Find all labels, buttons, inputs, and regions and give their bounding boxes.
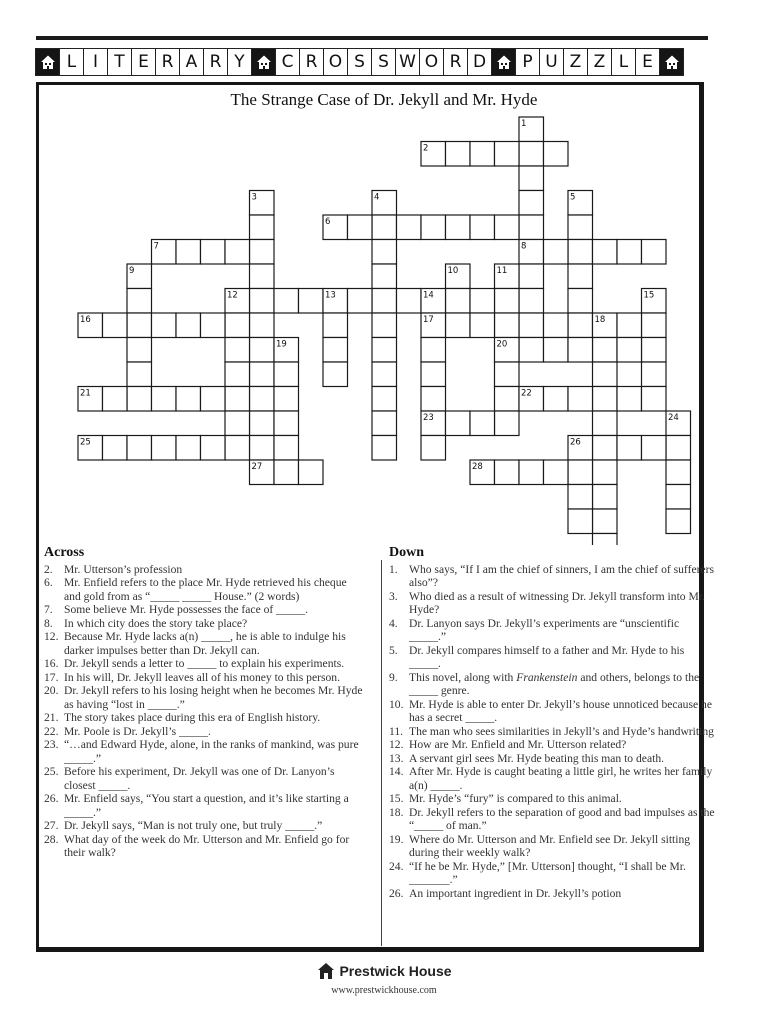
clue-across [44, 684, 366, 711]
clue-number: 19. [389, 832, 404, 846]
clue-down [389, 698, 715, 725]
grid-cell[interactable] [495, 289, 520, 314]
grid-number: 25 [80, 437, 91, 448]
grid-cell[interactable] [446, 313, 471, 338]
grid-number: 19 [276, 339, 287, 350]
grid-cell[interactable] [250, 289, 275, 314]
clue-down [389, 765, 715, 792]
clue-number: 24. [389, 859, 404, 873]
clue-down [389, 590, 715, 617]
grid-cell[interactable] [127, 313, 152, 338]
grid-cell[interactable] [372, 436, 397, 461]
grid-cell[interactable] [250, 387, 275, 412]
grid-cell[interactable] [544, 313, 569, 338]
grid-cell[interactable] [225, 313, 250, 338]
clue-text: What day of the week do Mr. Utterson and Mr. Enfield go for their walk? [64, 832, 350, 859]
grid-cell[interactable] [127, 338, 152, 363]
grid-cell[interactable] [544, 460, 569, 485]
clue-number: 14. [389, 765, 404, 778]
grid-cell[interactable] [274, 362, 299, 387]
clue-number: 7. [44, 603, 53, 616]
clue-text: Some believe Mr. Hyde possesses the face of _____. [64, 603, 309, 616]
grid-number: 8 [521, 241, 527, 252]
banner-letter: R [203, 48, 228, 76]
grid-cell[interactable] [470, 411, 495, 436]
clue-down [389, 752, 715, 766]
grid-cell[interactable] [250, 313, 275, 338]
clue-number: 13. [389, 751, 404, 765]
clue-text: In which city does the story take place? [64, 616, 248, 630]
banner-letter: E [131, 48, 156, 76]
banner-letter: O [419, 48, 444, 76]
publisher-logo[interactable] [316, 962, 451, 980]
grid-cell[interactable] [495, 313, 520, 338]
grid-cell[interactable] [568, 215, 593, 240]
grid-number: 16 [80, 315, 91, 325]
clue-down [389, 860, 715, 887]
banner-letter: R [443, 48, 468, 76]
clue-across [44, 563, 366, 577]
grid-cell[interactable] [372, 215, 397, 240]
grid-cell[interactable] [666, 485, 691, 510]
grid-cell[interactable] [152, 436, 177, 461]
banner-letter: C [275, 48, 300, 76]
clue-text: A servant girl sees Mr. Hyde beating this man to death. [409, 751, 665, 765]
clue-text: Dr. Jekyll compares himself to a father and Mr. Hyde to his _____. [409, 643, 685, 670]
grid-number: 18 [594, 315, 606, 325]
grid-cell[interactable] [544, 338, 569, 363]
banner-letter: T [107, 48, 132, 76]
grid-number: 26 [570, 437, 581, 448]
clue-down [389, 644, 715, 671]
clue-across [44, 603, 366, 617]
grid-cell[interactable] [568, 289, 593, 314]
grid-number: 27 [251, 462, 263, 472]
grid-cell[interactable] [593, 362, 618, 387]
grid-cell[interactable] [593, 387, 618, 412]
grid-cell[interactable] [593, 411, 618, 436]
clue-number: 17. [44, 670, 59, 684]
grid-cell[interactable] [274, 411, 299, 436]
grid-cell[interactable] [495, 362, 520, 387]
clue-across [44, 576, 366, 603]
clue-text: Who says, “If I am the chief of sinners, I am the chief of sufferers also”? [409, 562, 714, 589]
grid-cell[interactable] [348, 215, 373, 240]
grid-cell[interactable] [519, 142, 544, 167]
clue-across [44, 630, 366, 657]
grid-cell[interactable] [225, 436, 250, 461]
clue-number: 3. [389, 589, 398, 603]
grid-cell[interactable] [593, 509, 618, 534]
clue-down [389, 806, 715, 833]
grid-cell[interactable] [642, 387, 667, 412]
grid-cell[interactable] [495, 387, 520, 412]
grid-cell[interactable] [642, 362, 667, 387]
clue-number: 1. [389, 562, 398, 576]
grid-cell[interactable] [250, 362, 275, 387]
clue-text: Dr. Jekyll sends a letter to _____ to explain his experiments. [64, 657, 345, 670]
banner-letter: Y [227, 48, 252, 76]
clue-text: Dr. Jekyll says, “Man is not truly one, but truly _____.” [64, 819, 323, 832]
grid-cell[interactable] [421, 436, 446, 461]
clue-down [389, 792, 715, 806]
grid-cell[interactable] [568, 240, 593, 265]
grid-number: 7 [153, 241, 159, 252]
grid-cell[interactable] [568, 338, 593, 363]
grid-number: 14 [423, 290, 434, 301]
banner-letter: Z [563, 48, 588, 76]
grid-number: 21 [80, 388, 91, 399]
grid-cell[interactable] [666, 436, 691, 461]
grid-cell[interactable] [593, 240, 618, 265]
grid-number: 2 [423, 143, 429, 154]
clue-text: “…and Edward Hyde, alone, in the ranks of mankind, was pure _____.” [64, 738, 359, 765]
banner-letter: W [395, 48, 420, 76]
grid-number: 9 [129, 266, 135, 276]
column-divider [381, 560, 382, 946]
banner-letter: I [83, 48, 108, 76]
grid-cell[interactable] [127, 289, 152, 314]
clue-text: Mr. Hyde is able to enter Dr. Jekyll’s house unnoticed because he has a secret _____. [409, 697, 712, 724]
banner-letter: R [299, 48, 324, 76]
grid-cell[interactable] [519, 191, 544, 216]
grid-cell[interactable] [152, 313, 177, 338]
grid-number: 24 [668, 413, 679, 423]
clue-number: 25. [44, 765, 59, 778]
grid-cell[interactable] [568, 485, 593, 510]
grid-cell[interactable] [519, 313, 544, 338]
grid-cell[interactable] [225, 240, 250, 265]
clue-number: 20. [44, 684, 59, 697]
grid-cell[interactable] [274, 387, 299, 412]
grid-cell[interactable] [617, 338, 642, 363]
clue-across [44, 617, 366, 631]
clue-number: 16. [44, 657, 59, 670]
clue-number: 4. [389, 616, 398, 630]
clue-across [44, 738, 366, 765]
clue-across [44, 725, 366, 739]
grid-cell[interactable] [250, 436, 275, 461]
grid-number: 1 [521, 119, 527, 129]
clue-text: This novel, along with Frankenstein and others, belongs to the _____ genre. [409, 670, 700, 697]
banner-letter: D [467, 48, 492, 76]
clue-number: 9. [389, 670, 398, 684]
publisher-url[interactable]: www.prestwickhouse.com [331, 985, 437, 996]
down-clues [389, 546, 715, 900]
grid-cell[interactable] [250, 411, 275, 436]
grid-cell[interactable] [568, 387, 593, 412]
clue-number: 26. [389, 886, 404, 900]
clue-down [389, 738, 715, 752]
grid-cell[interactable] [372, 387, 397, 412]
publisher-name: Prestwick House [339, 963, 452, 979]
banner-letter: Z [587, 48, 612, 76]
grid-cell[interactable] [495, 411, 520, 436]
grid-cell[interactable] [348, 289, 373, 314]
grid-cell[interactable] [470, 142, 495, 167]
banner-letter: L [611, 48, 636, 76]
clue-number: 23. [44, 738, 59, 751]
grid-cell[interactable] [593, 534, 618, 546]
grid-number: 13 [325, 290, 336, 301]
banner-letter: R [155, 48, 180, 76]
grid-cell[interactable] [470, 289, 495, 314]
grid-cell[interactable] [201, 313, 226, 338]
clue-text: Mr. Enfield refers to the place Mr. Hyde retrieved his cheque and gold from as “_____ _____ House.” (2 words) [64, 576, 347, 603]
grid-cell[interactable] [225, 362, 250, 387]
grid-cell[interactable] [470, 313, 495, 338]
grid-cell[interactable] [372, 338, 397, 363]
clue-text: An important ingredient in Dr. Jekyll’s potion [409, 886, 622, 900]
grid-cell[interactable] [421, 215, 446, 240]
grid-cell[interactable] [617, 387, 642, 412]
grid-cell[interactable] [666, 460, 691, 485]
grid-cell[interactable] [372, 289, 397, 314]
grid-cell[interactable] [495, 215, 520, 240]
clue-down [389, 617, 715, 644]
grid-cell[interactable] [495, 460, 520, 485]
grid-number: 3 [251, 192, 257, 203]
grid-cell[interactable] [250, 240, 275, 265]
clue-text: The man who sees similarities in Jekyll’s and Hyde’s handwriting [409, 724, 714, 738]
clue-number: 22. [44, 724, 59, 738]
grid-cell[interactable] [568, 313, 593, 338]
grid-cell[interactable] [397, 289, 422, 314]
grid-number: 12 [227, 290, 238, 301]
grid-cell[interactable] [176, 436, 201, 461]
clue-down [389, 563, 715, 590]
grid-cell[interactable] [225, 387, 250, 412]
grid-cell[interactable] [519, 338, 544, 363]
clue-across [44, 792, 366, 819]
clue-across [44, 671, 366, 685]
clue-text: Mr. Poole is Dr. Jekyll’s _____. [64, 724, 211, 738]
banner-letter: L [59, 48, 84, 76]
grid-cell[interactable] [519, 215, 544, 240]
clue-across [44, 833, 366, 860]
banner-letter: P [515, 48, 540, 76]
grid-number: 15 [643, 290, 655, 301]
grid-cell[interactable] [593, 436, 618, 461]
clue-text: In his will, Dr. Jekyll leaves all of his money to this person. [64, 670, 340, 684]
grid-number: 28 [472, 462, 483, 472]
grid-cell[interactable] [372, 411, 397, 436]
grid-cell[interactable] [225, 411, 250, 436]
grid-cell[interactable] [642, 436, 667, 461]
grid-cell[interactable] [617, 240, 642, 265]
clue-text: Mr. Utterson’s profession [64, 562, 183, 576]
clue-across [44, 711, 366, 725]
grid-cell[interactable] [127, 436, 152, 461]
grid-cell[interactable] [176, 387, 201, 412]
clue-across [44, 819, 366, 833]
clue-number: 26. [44, 792, 59, 805]
grid-number: 10 [447, 266, 459, 276]
clue-across [44, 765, 366, 792]
clue-number: 8. [44, 616, 53, 630]
grid-cell[interactable] [372, 362, 397, 387]
grid-cell[interactable] [201, 240, 226, 265]
across-heading: Across [44, 545, 85, 560]
grid-cell[interactable] [642, 313, 667, 338]
grid-cell[interactable] [495, 142, 520, 167]
clue-text: Mr. Hyde’s “fury” is compared to this animal. [409, 792, 622, 805]
grid-cell[interactable] [274, 460, 299, 485]
grid-cell[interactable] [446, 411, 471, 436]
grid-number: 6 [325, 217, 331, 227]
publisher-footer [0, 962, 768, 996]
clue-number: 27. [44, 819, 59, 832]
grid-cell[interactable] [323, 313, 348, 338]
grid-cell[interactable] [372, 240, 397, 265]
banner-letter: O [323, 48, 348, 76]
banner-letter: S [371, 48, 396, 76]
clue-number: 10. [389, 697, 404, 711]
grid-cell[interactable] [519, 166, 544, 191]
grid-cell[interactable] [470, 215, 495, 240]
grid-cell[interactable] [274, 436, 299, 461]
grid-cell[interactable] [152, 387, 177, 412]
grid-cell[interactable] [421, 362, 446, 387]
grid-cell[interactable] [593, 460, 618, 485]
grid-cell[interactable] [568, 460, 593, 485]
grid-cell[interactable] [421, 387, 446, 412]
grid-cell[interactable] [446, 289, 471, 314]
clue-text: How are Mr. Enfield and Mr. Utterson related? [409, 738, 627, 751]
grid-cell[interactable] [127, 362, 152, 387]
grid-cell[interactable] [568, 264, 593, 289]
clue-text: Before his experiment, Dr. Jekyll was one of Dr. Lanyon’s closest _____. [64, 765, 335, 792]
grid-cell[interactable] [397, 215, 422, 240]
grid-cell[interactable] [519, 460, 544, 485]
grid-number: 23 [423, 413, 434, 423]
clue-text: After Mr. Hyde is caught beating a little girl, he writes her family a(n) _____. [409, 765, 713, 792]
grid-cell[interactable] [250, 215, 275, 240]
grid-cell[interactable] [666, 509, 691, 534]
banner-letter: S [347, 48, 372, 76]
grid-cell[interactable] [225, 338, 250, 363]
grid-cell[interactable] [103, 387, 128, 412]
grid-cell[interactable] [176, 313, 201, 338]
banner-letter: A [179, 48, 204, 76]
clue-number: 12. [44, 630, 59, 643]
clue-text: Dr. Lanyon says Dr. Jekyll’s experiments are “unscientific _____.” [409, 616, 680, 643]
clue-text: “If he be Mr. Hyde,” [Mr. Utterson] thought, “I shall be Mr. _______.” [409, 859, 686, 886]
grid-cell[interactable] [372, 264, 397, 289]
grid-cell[interactable] [299, 289, 324, 314]
grid-cell[interactable] [446, 215, 471, 240]
grid-cell[interactable] [323, 362, 348, 387]
clue-text: The story takes place during this era of English history. [64, 711, 321, 724]
grid-cell[interactable] [103, 313, 128, 338]
puzzle-title: The Strange Case of Dr. Jekyll and Mr. Hyde [230, 90, 538, 109]
grid-cell[interactable] [274, 289, 299, 314]
grid-cell[interactable] [544, 387, 569, 412]
grid-number: 20 [496, 339, 508, 350]
grid-cell[interactable] [201, 387, 226, 412]
clue-text: Who died as a result of witnessing Dr. Jekyll transform into Mr. Hyde? [409, 589, 705, 616]
clue-down [389, 887, 715, 901]
across-clues [44, 546, 366, 860]
clue-down [389, 671, 715, 698]
grid-cell[interactable] [593, 338, 618, 363]
grid-cell[interactable] [593, 485, 618, 510]
grid-cell[interactable] [642, 338, 667, 363]
banner-letter: U [539, 48, 564, 76]
clue-down [389, 833, 715, 860]
clue-number: 5. [389, 643, 398, 657]
grid-number: 17 [423, 315, 434, 325]
grid-cell[interactable] [544, 142, 569, 167]
grid-cell[interactable] [250, 264, 275, 289]
clue-text: Because Mr. Hyde lacks a(n) _____, he is able to indulge his darker impulses better than Dr. Jekyll can. [64, 630, 346, 657]
clue-across [44, 657, 366, 671]
clue-number: 15. [389, 792, 404, 805]
grid-cell[interactable] [201, 436, 226, 461]
clue-number: 21. [44, 711, 59, 724]
clue-text: Dr. Jekyll refers to the separation of good and bad impulses as the “_____ of man.” [409, 805, 715, 832]
grid-cell[interactable] [323, 338, 348, 363]
grid-number: 5 [570, 192, 576, 203]
clue-text: Dr. Jekyll refers to his losing height when he becomes Mr. Hyde as having “lost in _____.” [64, 684, 363, 711]
grid-cell[interactable] [642, 240, 667, 265]
grid-number: 22 [521, 388, 532, 399]
grid-cell[interactable] [250, 338, 275, 363]
grid-cell[interactable] [544, 240, 569, 265]
grid-cell[interactable] [421, 338, 446, 363]
down-heading: Down [389, 545, 425, 560]
clue-down [389, 725, 715, 739]
grid-cell[interactable] [617, 313, 642, 338]
house-icon [316, 962, 336, 980]
grid-cell[interactable] [519, 264, 544, 289]
grid-cell[interactable] [127, 387, 152, 412]
banner-letter: E [635, 48, 660, 76]
clue-number: 2. [44, 562, 53, 576]
clue-number: 11. [389, 724, 404, 738]
grid-number: 4 [374, 192, 380, 203]
grid-cell[interactable] [568, 509, 593, 534]
clue-number: 28. [44, 832, 59, 846]
clue-number: 6. [44, 576, 53, 589]
grid-number: 11 [496, 266, 508, 276]
grid-cell[interactable] [617, 436, 642, 461]
clue-number: 12. [389, 738, 404, 751]
clue-text: Where do Mr. Utterson and Mr. Enfield see Dr. Jekyll sitting during their weekly walk? [409, 832, 691, 859]
clue-text: Mr. Enfield says, “You start a question, and it’s like starting a _____.” [64, 792, 349, 819]
grid-cell[interactable] [519, 289, 544, 314]
grid-cell[interactable] [372, 313, 397, 338]
grid-cell[interactable] [176, 240, 201, 265]
grid-cell[interactable] [299, 460, 324, 485]
grid-cell[interactable] [103, 436, 128, 461]
grid-cell[interactable] [446, 142, 471, 167]
clue-number: 18. [389, 805, 404, 819]
